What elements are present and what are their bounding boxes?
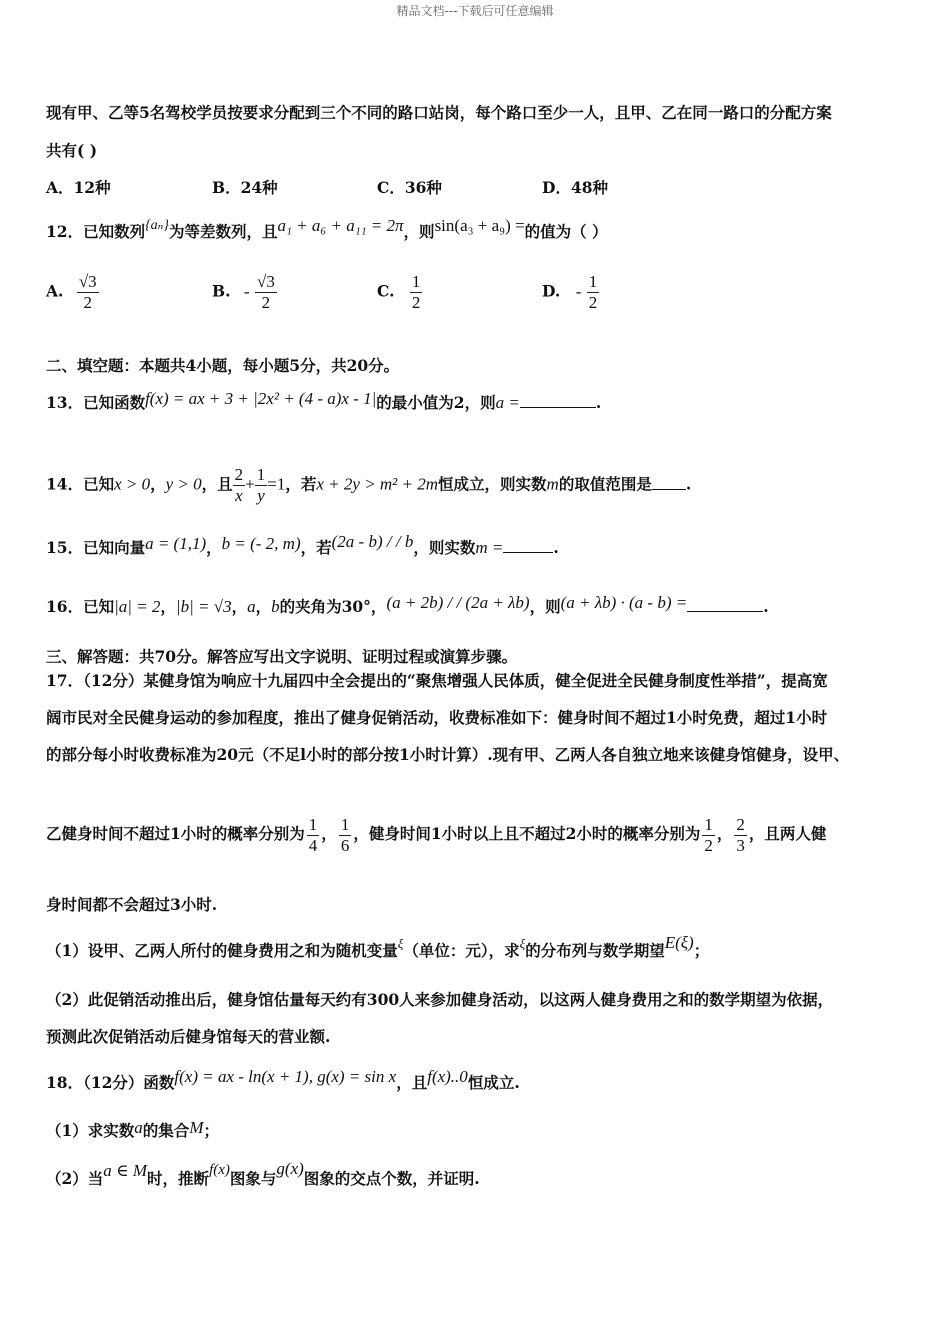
answer-blank[interactable] (652, 475, 686, 490)
fraction: $\frac{1}{2}$ (588, 272, 598, 312)
q12-suffix: 的值为（ ） (524, 222, 608, 241)
q12-expression: sin(a₃ + a₉) = (434, 216, 525, 235)
q12-option-c: C. $\frac{1}{2}$ (377, 272, 421, 312)
q12-stem (46, 216, 608, 244)
q11-option-c: C．36种 (377, 178, 442, 197)
answer-blank[interactable] (687, 597, 763, 612)
fraction: $\frac{2}{x}$ (234, 465, 244, 505)
section-2-heading: 二、填空题：本题共4小题，每小题5分，共20分。 (46, 356, 400, 375)
q17-part2-line2: 预测此次促销活动后健身馆每天的营业额. (46, 1027, 331, 1046)
fraction: $\frac{2}{3}$ (736, 814, 745, 855)
q12-prefix: 12．已知数列 (46, 222, 146, 241)
q17-part2-line1: （2）此促销活动推出后，健身馆估量每天约有300人来参加健身活动，以这两人健身费用之和的数学期望为依据， (46, 990, 834, 1009)
q12-option-a: A. $\frac{√3}{2}$ (46, 272, 97, 312)
q11-option-b: B．24种 (212, 178, 278, 197)
q12-option-d: D. - $\frac{1}{2}$ (542, 272, 598, 312)
q11-option-a: A．12种 (46, 178, 111, 197)
q12-sequence: {aₙ} (145, 218, 169, 233)
section-3-heading: 三、解答题：共70分。解答应写出文字说明、证明过程或演算步骤。 (46, 647, 518, 666)
page-header: 精品文档---下载后可任意编辑 (396, 4, 554, 18)
q11-option-d: D．48种 (542, 178, 609, 197)
fraction: $\frac{1}{6}$ (340, 814, 350, 855)
q17-line5: 身时间都不会超过3小时. (46, 895, 218, 914)
q14-stem: 14．已知x > 0，y > 0，且 $\frac{2}{x}$ + $\frac{1}{y}$ =1，若x + 2y > m² + 2m恒成立，则实数m的取值范围是 . (46, 465, 692, 505)
q13-function: f(x) = ax + 3 + |2x² + (4 - a)x - 1| (145, 389, 377, 408)
fraction: $\frac{1}{2}$ (704, 814, 713, 855)
fraction: $\frac{1}{2}$ (411, 272, 421, 312)
q17-line4: 乙健身时间不超过1小时的概率分别为 $\frac{1}{4}$ ， $\frac{1}{6}$ ，健身时间1小时以上且不超过2小时的概率分别为 $\frac{1}{2}$ ， $\frac{2}{3}$ ，且两人健 (46, 814, 827, 855)
fraction: $\frac{√3}{2}$ (78, 272, 97, 312)
fraction: $\frac{1}{4}$ (308, 814, 318, 855)
q18-part1: （1）求实数a的集合M； (46, 1118, 219, 1140)
q12-option-b: B. - $\frac{√3}{2}$ (212, 272, 275, 312)
q15-stem: 15．已知向量a = (1,1)，b = (- 2, m)，若(2a - b) / / b，则实数m = . (46, 532, 559, 557)
answer-blank[interactable] (503, 538, 553, 553)
q11-stem-line2: 共有( ) (46, 141, 98, 160)
q17-part1: （1）设甲、乙两人所付的健身费用之和为随机变量$^\xi$（单位：元），求$^\xi$的分布列与数学期望E(ξ)； (46, 933, 710, 960)
answer-blank[interactable] (520, 393, 596, 408)
q12-mid: 为等差数列，且 (168, 222, 278, 241)
fraction: $\frac{√3}{2}$ (256, 272, 275, 312)
fraction: $\frac{1}{y}$ (256, 465, 266, 505)
q12-mid2: ，则 (403, 222, 435, 241)
q13-stem: 13．已知函数f(x) = ax + 3 + |2x² + (4 - a)x - 1|的最小值为2，则a = . (46, 389, 602, 412)
q18-part2: （2）当a ∈ M时，推断f(x)图象与g(x)图象的交点个数，并证明. (46, 1159, 480, 1188)
q16-stem: 16．已知|a| = 2，|b| = √3，a，b的夹角为30°，(a + 2b) / / (2a + λb)，则(a + λb) · (a - b) = . (46, 593, 769, 616)
q12-condition: a₁ + a₆ + a₁₁ = 2π (277, 216, 404, 235)
q17-line2: 阔市民对全民健身运动的参加程度，推出了健身促销活动，收费标准如下：健身时间不超过1小时免费，超过1小时 (46, 708, 828, 727)
q18-stem: 18．（12分）函数f(x) = ax - ln(x + 1), g(x) = sin x，且f(x)..0恒成立. (46, 1067, 520, 1092)
q17-line1: 17．（12分）某健身馆为响应十九届四中全会提出的“聚焦增强人民体质，健全促进全民健身制度性举措”，提高宽 (46, 671, 828, 690)
q17-line3: 的部分每小时收费标准为20元（不足l小时的部分按1小时计算）.现有甲、乙两人各自独立地来该健身馆健身，设甲、 (46, 745, 850, 764)
q11-stem-line1: 现有甲、乙等5名驾校学员按要求分配到三个不同的路口站岗，每个路口至少一人，且甲、乙在同一路口的分配方案 (46, 103, 832, 122)
